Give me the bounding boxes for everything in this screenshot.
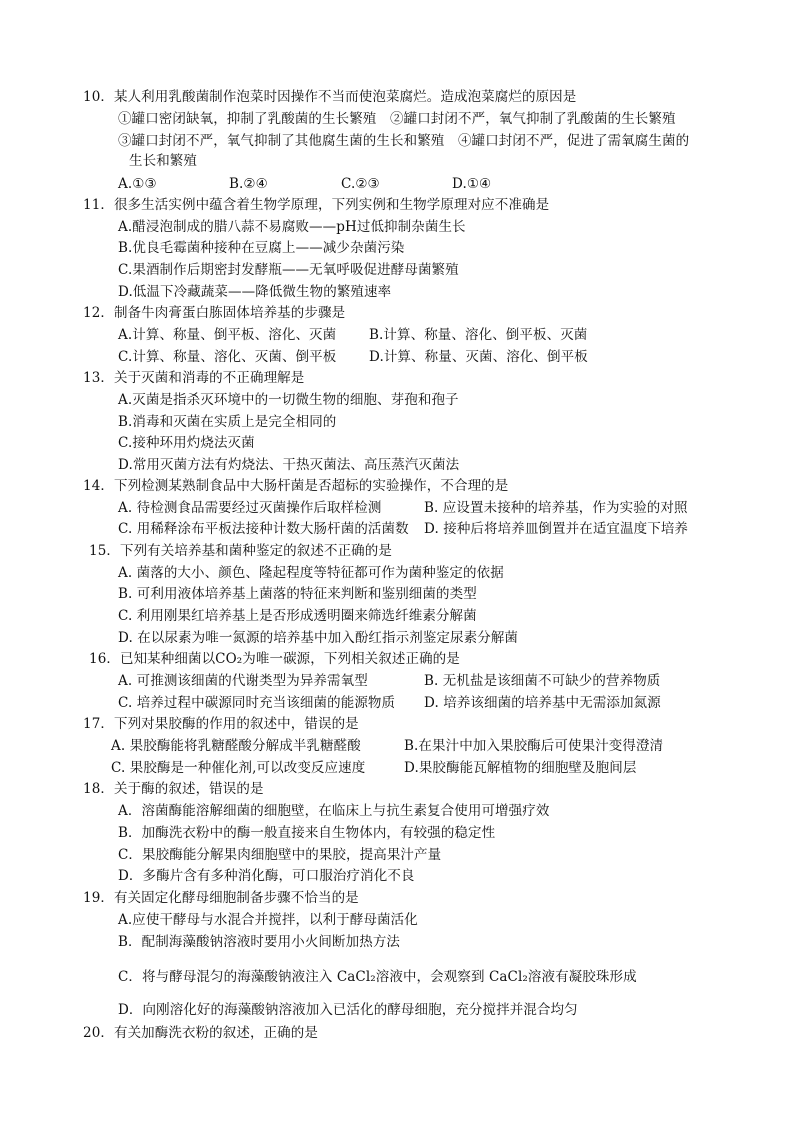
question-10-statement: ③罐口封闭不严，氧气抑制了其他腐生菌的生长和繁殖 ④罐口封闭不严，促进了需氧腐生菌的 bbox=[118, 133, 690, 149]
question-18-option-c: C．果胶酶能分解果肉细胞壁中的果胶，提高果汁产量 bbox=[118, 847, 442, 863]
question-15-option-b: B. 可利用液体培养基上菌落的特征来判断和鉴别细菌的类型 bbox=[118, 586, 477, 602]
question-11-option-a: A.醋浸泡制成的腊八蒜不易腐败——pH过低抑制杂菌生长 bbox=[118, 219, 466, 235]
question-15-option-c: C. 利用刚果红培养基上是否形成透明圈来筛选纤维素分解菌 bbox=[118, 608, 477, 624]
question-13-option-b: B.消毒和灭菌在实质上是完全相同的 bbox=[118, 414, 337, 430]
question-13-stem: 13．关于灭菌和消毒的不正确理解是 bbox=[83, 370, 305, 386]
question-16-option-d: D. 培养该细菌的培养基中无需添加氮源 bbox=[424, 695, 661, 711]
question-20-stem: 20．有关加酶洗衣粉的叙述，正确的是 bbox=[83, 1025, 318, 1041]
question-14-option-b: B. 应设置未接种的培养基，作为实验的对照 bbox=[424, 500, 688, 516]
question-17-option-b: B.在果汁中加入果胶酶后可使果汁变得澄清 bbox=[404, 738, 664, 754]
question-17-option-a: A. 果胶酶能将乳糖醛酸分解成半乳糖醛酸 bbox=[111, 738, 361, 754]
question-10-option-d: D.①④ bbox=[452, 176, 492, 192]
question-19-option-c: C．将与酵母混匀的海藻酸钠液注入 CaCl₂溶液中，会观察到 CaCl₂溶液有凝胶珠形成 bbox=[118, 969, 637, 985]
question-16-option-a: A. 可推测该细菌的代谢类型为异养需氧型 bbox=[118, 673, 368, 689]
question-15-option-a: A. 菌落的大小、颜色、隆起程度等特征都可作为菌种鉴定的依据 bbox=[118, 565, 504, 581]
question-14-option-d: D. 接种后将培养皿倒置并在适宜温度下培养 bbox=[424, 521, 689, 537]
question-15-option-d: D. 在以尿素为唯一氮源的培养基中加入酚红指示剂鉴定尿素分解菌 bbox=[118, 630, 519, 646]
question-19-option-d: D．向刚溶化好的海藻酸钠溶液加入已活化的酵母细胞，充分搅拌并混合均匀 bbox=[118, 1002, 578, 1018]
question-11-stem: 11．很多生活实例中蕴含着生物学原理，下列实例和生物学原理对应不准确是 bbox=[83, 197, 550, 213]
question-16-option-b: B. 无机盐是该细菌不可缺少的营养物质 bbox=[424, 673, 661, 689]
question-10-option-a: A.①③ bbox=[118, 176, 157, 192]
question-18-option-b: B．加酶洗衣粉中的酶一般直接来自生物体内，有较强的稳定性 bbox=[118, 825, 496, 841]
question-18-option-d: D．多酶片含有多种消化酶，可口服治疗消化不良 bbox=[118, 868, 415, 884]
question-14-option-c: C. 用稀释涂布平板法接种计数大肠杆菌的活菌数 bbox=[118, 521, 409, 537]
question-12-option-a: A.计算、称量、倒平板、溶化、灭菌 bbox=[118, 327, 337, 343]
question-13-option-c: C.接种环用灼烧法灭菌 bbox=[118, 435, 255, 451]
question-17-option-d: D.果胶酶能瓦解植物的细胞壁及胞间层 bbox=[404, 760, 637, 776]
question-10-stem: 10．某人利用乳酸菌制作泡菜时因操作不当而使泡菜腐烂。造成泡菜腐烂的原因是 bbox=[83, 89, 577, 105]
question-12-option-b: B.计算、称量、溶化、倒平板、灭菌 bbox=[369, 327, 588, 343]
question-10-option-c: C.②③ bbox=[341, 176, 380, 192]
question-11-option-c: C.果酒制作后期密封发酵瓶——无氧呼吸促进酵母菌繁殖 bbox=[118, 262, 459, 278]
question-18-stem: 18．关于酶的叙述，错误的是 bbox=[83, 781, 264, 797]
question-10-statement: 生长和繁殖 bbox=[129, 153, 197, 169]
question-19-stem: 19．有关固定化酵母细胞制备步骤不恰当的是 bbox=[83, 890, 359, 906]
question-10-option-b: B.②④ bbox=[229, 176, 268, 192]
question-12-stem: 12．制备牛肉膏蛋白胨固体培养基的步骤是 bbox=[83, 305, 346, 321]
question-13-option-a: A.灭菌是指杀灭环境中的一切微生物的细胞、芽孢和孢子 bbox=[118, 392, 459, 408]
question-17-option-c: C. 果胶酶是一种催化剂,可以改变反应速度 bbox=[111, 760, 366, 776]
question-11-option-d: D.低温下冷藏蔬菜——降低微生物的繁殖速率 bbox=[118, 284, 392, 300]
question-11-option-b: B.优良毛霉菌种接种在豆腐上——减少杂菌污染 bbox=[118, 240, 405, 256]
question-10-statement: ①罐口密闭缺氧，抑制了乳酸菌的生长繁殖 ②罐口封闭不严，氧气抑制了乳酸菌的生长繁殖 bbox=[118, 111, 676, 127]
question-12-option-c: C.计算、称量、溶化、灭菌、倒平板 bbox=[118, 349, 337, 365]
question-14-stem: 14．下列检测某熟制食品中大肠杆菌是否超标的实验操作，不合理的是 bbox=[83, 478, 509, 494]
question-12-option-d: D.计算、称量、灭菌、溶化、倒平板 bbox=[369, 349, 588, 365]
question-13-option-d: D.常用灭菌方法有灼烧法、干热灭菌法、高压蒸汽灭菌法 bbox=[118, 457, 460, 473]
question-19-option-b: B．配制海藻酸钠溶液时要用小火间断加热方法 bbox=[118, 934, 401, 950]
question-19-option-a: A.应使干酵母与水混合并搅拌，以利于酵母菌活化 bbox=[118, 912, 418, 928]
question-16-option-c: C. 培养过程中碳源同时充当该细菌的能源物质 bbox=[118, 695, 396, 711]
question-18-option-a: A．溶菌酶能溶解细菌的细胞壁，在临床上与抗生素复合使用可增强疗效 bbox=[118, 803, 550, 819]
question-16-stem: 16．已知某种细菌以CO₂为唯一碳源，下列相关叙述正确的是 bbox=[89, 651, 460, 667]
question-15-stem: 15．下列有关培养基和菌种鉴定的叙述不正确的是 bbox=[89, 543, 392, 559]
question-17-stem: 17．下列对果胶酶的作用的叙述中，错误的是 bbox=[83, 716, 359, 732]
question-14-option-a: A. 待检测食品需要经过灭菌操作后取样检测 bbox=[118, 500, 382, 516]
